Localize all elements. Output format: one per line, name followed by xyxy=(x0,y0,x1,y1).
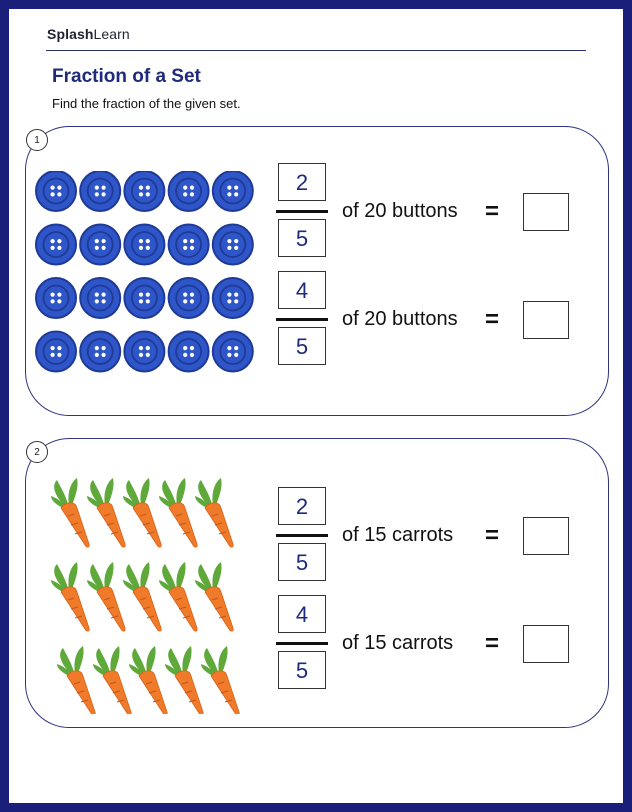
button-icon xyxy=(80,278,120,318)
buttons-set xyxy=(34,171,264,381)
carrot-icon xyxy=(159,562,197,631)
numerator-box: 2 xyxy=(278,163,326,201)
carrot-icon xyxy=(129,646,167,714)
set-description: of 15 carrots xyxy=(342,632,454,654)
button-icon xyxy=(36,278,76,318)
fraction-bar xyxy=(276,318,328,321)
carrot-icon xyxy=(123,562,161,631)
header-divider xyxy=(46,50,586,51)
carrot-icon xyxy=(201,646,239,714)
equals-sign: = xyxy=(485,306,500,333)
denominator-box: 5 xyxy=(278,543,326,581)
answer-box[interactable] xyxy=(523,625,569,663)
fraction-bar xyxy=(276,534,328,537)
button-icon xyxy=(169,171,209,211)
button-icon xyxy=(169,278,209,318)
numerator-box: 2 xyxy=(278,487,326,525)
numerator-box: 4 xyxy=(278,595,326,633)
button-icon xyxy=(124,278,164,318)
button-icon xyxy=(80,225,120,265)
button-icon xyxy=(169,225,209,265)
carrot-icon xyxy=(57,646,95,714)
denominator-box: 5 xyxy=(278,327,326,365)
carrots-set xyxy=(45,464,255,714)
carrot-icon xyxy=(51,478,89,547)
button-icon xyxy=(36,332,76,372)
carrot-icon xyxy=(87,562,125,631)
button-icon xyxy=(36,225,76,265)
set-description: of 20 buttons xyxy=(342,200,458,222)
answer-box[interactable] xyxy=(523,301,569,339)
button-icon xyxy=(80,171,120,211)
equals-sign: = xyxy=(485,630,500,657)
equals-sign: = xyxy=(485,198,500,225)
worksheet-page xyxy=(9,9,623,803)
fraction-bar xyxy=(276,642,328,645)
carrot-icon xyxy=(51,562,89,631)
carrot-icon xyxy=(195,562,233,631)
button-icon xyxy=(213,332,253,372)
button-icon xyxy=(80,332,120,372)
carrot-icon xyxy=(165,646,203,714)
carrot-icon xyxy=(93,646,131,714)
fraction-bar xyxy=(276,210,328,213)
problem-number-2: 2 xyxy=(26,441,48,463)
denominator-box: 5 xyxy=(278,219,326,257)
answer-box[interactable] xyxy=(523,517,569,555)
equals-sign: = xyxy=(485,522,500,549)
set-description: of 15 carrots xyxy=(342,524,454,546)
problem-number-1: 1 xyxy=(26,129,48,151)
button-icon xyxy=(36,171,76,211)
button-icon xyxy=(124,171,164,211)
button-icon xyxy=(124,332,164,372)
denominator-box: 5 xyxy=(278,651,326,689)
carrot-icon xyxy=(159,478,197,547)
button-icon xyxy=(213,278,253,318)
carrot-icon xyxy=(123,478,161,547)
carrot-icon xyxy=(195,478,233,547)
instructions: Find the fraction of the given set. xyxy=(52,96,241,111)
set-description: of 20 buttons xyxy=(342,308,458,330)
page-title: Fraction of a Set xyxy=(52,66,201,87)
carrot-icon xyxy=(87,478,125,547)
button-icon xyxy=(169,332,209,372)
numerator-box: 4 xyxy=(278,271,326,309)
button-icon xyxy=(213,171,253,211)
button-icon xyxy=(213,225,253,265)
answer-box[interactable] xyxy=(523,193,569,231)
brand-logo: SplashLearn xyxy=(47,26,130,42)
button-icon xyxy=(124,225,164,265)
